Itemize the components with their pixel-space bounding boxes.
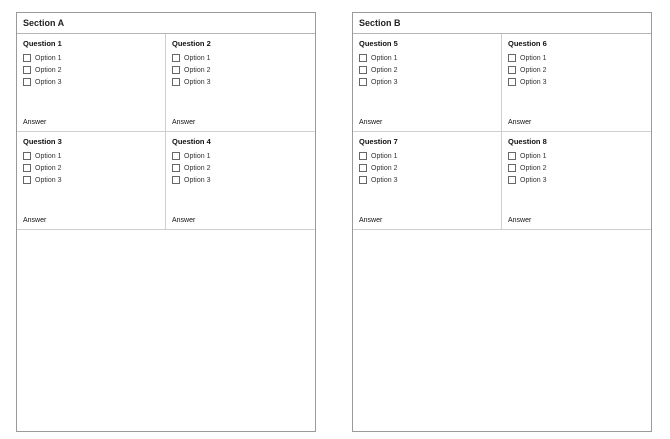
option-label: Option 2 (184, 66, 211, 74)
option-label: Option 3 (371, 78, 398, 86)
option-label: Option 3 (35, 78, 62, 86)
quiz-card (502, 34, 651, 132)
quiz-card (353, 34, 502, 132)
answer-line: Answer (172, 119, 196, 126)
checkbox-icon (172, 164, 180, 172)
option-label: Option 1 (184, 152, 211, 160)
option-label: Option 1 (35, 152, 62, 160)
option[interactable] (23, 164, 159, 172)
option-label: Option 1 (520, 54, 547, 62)
checkbox-icon (23, 164, 31, 172)
option[interactable] (172, 176, 309, 184)
option[interactable] (172, 54, 309, 62)
quiz-card (17, 132, 166, 230)
checkbox-icon (359, 66, 367, 74)
checkbox-icon (172, 66, 180, 74)
quiz-card (353, 132, 502, 230)
option-label: Option 2 (520, 164, 547, 172)
checkbox-icon (172, 176, 180, 184)
answer-line: Answer (359, 217, 383, 224)
option[interactable] (23, 176, 159, 184)
option[interactable] (359, 164, 495, 172)
option-label: Option 3 (35, 176, 62, 184)
option[interactable] (508, 78, 645, 86)
option[interactable] (359, 176, 495, 184)
option[interactable] (172, 152, 309, 160)
right-page-header: Section B (353, 13, 651, 34)
option-label: Option 1 (35, 54, 62, 62)
option[interactable] (172, 78, 309, 86)
checkbox-icon (23, 66, 31, 74)
option-label: Option 3 (371, 176, 398, 184)
answer-line: Answer (172, 217, 196, 224)
question-text: Question 6 (508, 39, 547, 48)
quiz-card (502, 132, 651, 230)
option[interactable] (23, 66, 159, 74)
left-card-grid (17, 34, 315, 230)
checkbox-icon (23, 176, 31, 184)
option[interactable] (508, 54, 645, 62)
option-label: Option 2 (520, 66, 547, 74)
right-page (352, 12, 652, 432)
option-label: Option 2 (184, 164, 211, 172)
option-label: Option 2 (371, 66, 398, 74)
answer-line: Answer (508, 119, 532, 126)
option-label: Option 1 (184, 54, 211, 62)
checkbox-icon (508, 164, 516, 172)
answer-line: Answer (508, 217, 532, 224)
option[interactable] (23, 78, 159, 86)
checkbox-icon (508, 54, 516, 62)
question-text: Question 3 (23, 137, 62, 146)
question-text: Question 2 (172, 39, 211, 48)
option-label: Option 2 (35, 164, 62, 172)
option[interactable] (508, 66, 645, 74)
option[interactable] (508, 152, 645, 160)
quiz-card (166, 34, 315, 132)
option[interactable] (359, 78, 495, 86)
quiz-card (17, 34, 166, 132)
option-label: Option 1 (371, 152, 398, 160)
checkbox-icon (508, 66, 516, 74)
option[interactable] (172, 66, 309, 74)
option-label: Option 1 (520, 152, 547, 160)
question-text: Question 4 (172, 137, 211, 146)
question-text: Question 1 (23, 39, 62, 48)
option[interactable] (359, 66, 495, 74)
checkbox-icon (359, 54, 367, 62)
option-label: Option 2 (35, 66, 62, 74)
option-label: Option 3 (184, 78, 211, 86)
checkbox-icon (508, 152, 516, 160)
checkbox-icon (23, 78, 31, 86)
option-label: Option 1 (371, 54, 398, 62)
option-label: Option 3 (520, 78, 547, 86)
checkbox-icon (359, 176, 367, 184)
checkbox-icon (359, 78, 367, 86)
option[interactable] (508, 176, 645, 184)
checkbox-icon (172, 54, 180, 62)
option[interactable] (172, 164, 309, 172)
answer-line: Answer (23, 217, 47, 224)
checkbox-icon (508, 78, 516, 86)
checkbox-icon (359, 164, 367, 172)
option[interactable] (508, 164, 645, 172)
checkbox-icon (508, 176, 516, 184)
left-page (16, 12, 316, 432)
option[interactable] (23, 54, 159, 62)
checkbox-icon (172, 152, 180, 160)
option[interactable] (23, 152, 159, 160)
checkbox-icon (23, 54, 31, 62)
quiz-card (166, 132, 315, 230)
left-page-header: Section A (17, 13, 315, 34)
question-text: Question 7 (359, 137, 398, 146)
option[interactable] (359, 152, 495, 160)
option-label: Option 3 (184, 176, 211, 184)
checkbox-icon (359, 152, 367, 160)
option-label: Option 3 (520, 176, 547, 184)
question-text: Question 8 (508, 137, 547, 146)
answer-line: Answer (359, 119, 383, 126)
right-card-grid (353, 34, 651, 230)
answer-line: Answer (23, 119, 47, 126)
checkbox-icon (23, 152, 31, 160)
checkbox-icon (172, 78, 180, 86)
option[interactable] (359, 54, 495, 62)
question-text: Question 5 (359, 39, 398, 48)
option-label: Option 2 (371, 164, 398, 172)
